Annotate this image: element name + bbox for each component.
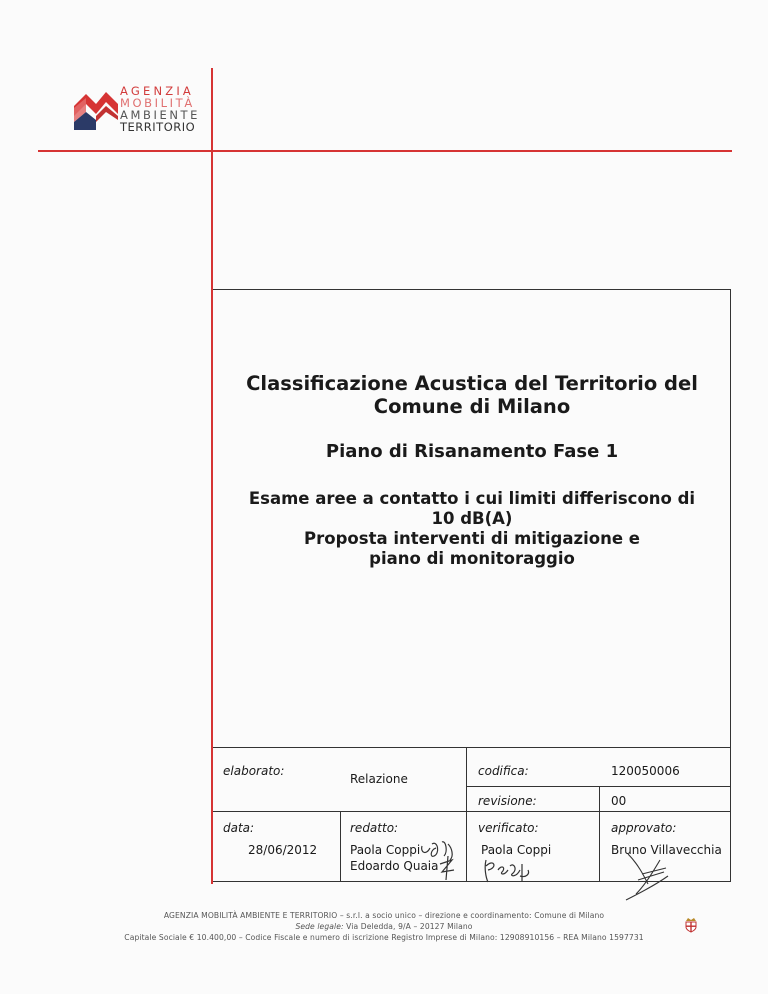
signature-coppi-redatto [418, 836, 466, 882]
redatto-value-2: Edoardo Quaia [350, 859, 439, 873]
document-description [213, 489, 731, 569]
city-emblem-icon [684, 917, 698, 933]
footer [0, 910, 768, 943]
footer-sede-label: Sede legale: [295, 922, 344, 931]
table-row-divider-revisione [466, 786, 731, 787]
logo-line-4: TERRITORIO [120, 120, 196, 134]
revisione-value: 00 [611, 794, 627, 808]
agency-logo [72, 86, 120, 132]
data-label: data: [223, 821, 255, 835]
logo-line-1: AGENZIA [120, 84, 194, 98]
redatto-label: redatto: [350, 821, 399, 835]
elaborato-value: Relazione [350, 772, 408, 786]
redatto-value-1: Paola Coppi [350, 843, 421, 857]
logo-line-2: MOBILITÀ [120, 96, 195, 110]
horizontal-red-rule [38, 150, 732, 152]
footer-line-2 [0, 921, 768, 932]
table-divider-right [599, 786, 600, 882]
footer-line-1: AGENZIA MOBILITÀ AMBIENTE E TERRITORIO – s.r.l. a socio unico – direzione e coordinamento: Comune di Milano [163, 911, 605, 920]
table-row-divider-data [213, 811, 731, 812]
description-line-3: Proposta interventi di mitigazione e [304, 529, 640, 548]
codifica-label: codifica: [478, 764, 529, 778]
revisione-label: revisione: [478, 794, 537, 808]
table-divider-left [340, 811, 341, 882]
verificato-label: verificato: [478, 821, 539, 835]
logo-line-3: AMBIENTE [120, 108, 201, 122]
data-value: 28/06/2012 [248, 843, 318, 857]
description-line-1: Esame aree a contatto i cui limiti differiscono di [248, 489, 696, 508]
signature-coppi-verificato [480, 856, 550, 886]
logo-text [120, 85, 220, 133]
title-block [213, 372, 731, 569]
approvato-label: approvato: [611, 821, 677, 835]
description-line-2: 10 dB(A) [431, 509, 513, 528]
verificato-value: Paola Coppi [481, 843, 552, 857]
approvato-value: Bruno Villavecchia [611, 843, 722, 857]
document-title [213, 372, 731, 418]
description-line-4: piano di monitoraggio [369, 549, 575, 568]
table-top-border [213, 747, 731, 748]
document-title-line-1: Classificazione Acustica del Territorio del [246, 372, 698, 395]
footer-line-3: Capitale Sociale € 10.400,00 – Codice Fiscale e numero di iscrizione Registro Imprese di Milano: 12908910156 – REA Milano 1597731 [124, 933, 644, 942]
document-title-line-2: Comune di Milano [373, 395, 571, 418]
codifica-value: 120050006 [611, 764, 680, 778]
table-divider-center [466, 747, 467, 882]
signature-villavecchia [618, 850, 678, 904]
footer-sede-value: Via Deledda, 9/A – 20127 Milano [346, 922, 473, 931]
elaborato-label: elaborato: [223, 764, 285, 778]
document-subtitle: Piano di Risanamento Fase 1 [325, 441, 619, 462]
